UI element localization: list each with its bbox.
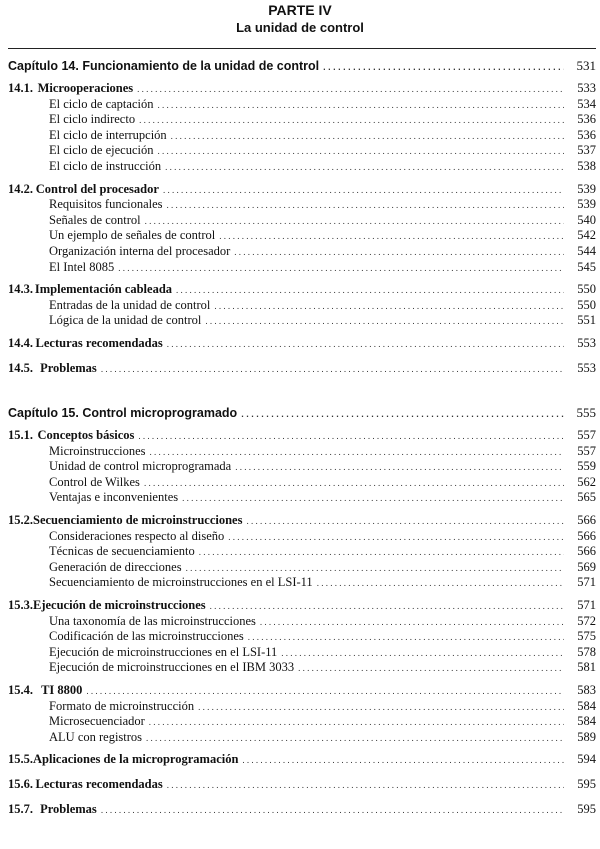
leader-dots [138,427,564,444]
entry-title: Ventajas e inconvenientes [49,490,179,505]
leader-dots [150,443,564,460]
entry-title: Microsecuenciador [49,714,145,729]
entry-title: Unidad de control microprogramada [49,459,232,474]
leader-dots [101,360,564,377]
section-number: 15.2. [8,513,33,527]
leader-dots [242,751,564,768]
entry-title: Control del procesador [35,181,159,196]
entry-title: Generación de direcciones [49,559,182,574]
entry-title: Control de Wilkes [49,474,140,489]
leader-dots [157,96,564,113]
entry-title: TI 8800 [41,683,83,697]
subsection-row[interactable] [49,212,596,228]
subsection-row[interactable] [49,528,596,544]
page-number: 551 [577,313,596,328]
entry-title: Lecturas recomendadas [35,777,163,791]
page-number: 533 [577,81,596,95]
subsection-row[interactable] [49,543,596,559]
leader-dots [149,713,564,730]
leader-dots [248,628,564,645]
section-row[interactable] [8,335,596,351]
leader-dots [118,259,564,276]
page-number: 589 [577,729,596,744]
leader-dots [323,58,564,75]
header-rule [8,48,596,49]
entry-title: Implementación cableada [34,282,173,297]
section-number: 14.5. [8,360,33,375]
section-number: 14.3. [8,282,33,297]
section-row[interactable] [8,427,596,443]
leader-dots [86,682,564,699]
entry-title: Consideraciones respecto al diseño [49,528,225,543]
page-number: 594 [577,752,596,767]
subsection-row[interactable] [49,659,596,675]
page-number: 531 [576,58,596,73]
section-row[interactable] [8,751,596,767]
subsection-row[interactable] [49,559,596,575]
entry-title: Ejecución de microinstrucciones [33,598,206,612]
page-number: 550 [577,282,596,297]
page-number: 584 [577,714,596,729]
leader-dots [171,127,564,144]
page-number: 575 [577,629,596,644]
page-number: 555 [576,405,596,420]
subsection-row[interactable] [49,443,596,459]
entry-title: ALU con registros [49,729,143,744]
entry-title: Requisitos funcionales [49,197,163,212]
section-row[interactable] [8,682,596,698]
section-row[interactable] [8,801,596,817]
section-number: 15.7. [8,801,33,816]
page-number: 578 [577,644,596,659]
page-number: 539 [577,197,596,212]
section-row[interactable] [8,181,596,197]
entry-title: El Intel 8085 [49,259,115,274]
subsection-row[interactable] [49,111,596,127]
page-number: 537 [577,143,596,158]
section-row[interactable] [8,360,596,376]
page-number: 559 [577,459,596,474]
leader-dots [101,801,564,818]
subsection-row[interactable] [49,127,596,143]
page-number: 534 [577,96,596,111]
entry-title: Problemas [40,360,97,375]
entry-title: Secuenciamiento de microinstrucciones en el LSI-11 [49,575,313,590]
entry-title: El ciclo indirecto [49,112,136,127]
leader-dots [167,196,564,213]
section-row[interactable] [8,776,596,792]
leader-dots [219,227,564,244]
leader-dots [214,297,564,314]
leader-dots [186,559,564,576]
subsection-row[interactable] [49,297,596,313]
page-number: 540 [577,212,596,227]
leader-dots [260,613,564,630]
page-number: 536 [577,127,596,142]
leader-dots [281,644,564,661]
page-number: 569 [577,559,596,574]
page-number: 595 [577,777,596,791]
entry-title: Un ejemplo de señales de control [49,228,216,243]
page-number: 544 [577,244,596,258]
page-number: 557 [577,443,596,458]
chapter-row[interactable] [8,405,596,421]
leader-dots [182,489,564,506]
page-number: 566 [577,528,596,543]
page-number: 572 [577,613,596,628]
entry-title: Problemas [40,801,97,816]
section-number: 14.1. [8,81,33,95]
entry-title: Entradas de la unidad de control [49,297,211,312]
leader-dots [167,776,564,793]
section-row[interactable] [8,80,596,96]
page-number: 584 [577,698,596,713]
leader-dots [228,528,564,545]
entry-title: Microoperaciones [37,81,134,95]
leader-dots [145,212,564,229]
entry-title: Una taxonomía de las microinstrucciones [49,613,256,628]
entry-title: Lecturas recomendadas [35,336,163,350]
leader-dots [199,543,564,560]
leader-dots [317,574,564,591]
section-number: 14.2. [8,181,33,196]
leader-dots [163,181,564,198]
subsection-row[interactable] [49,227,596,243]
part-title: PARTE IV [268,2,332,18]
leader-dots [144,474,564,491]
leader-dots [176,281,564,298]
subsection-row[interactable] [49,613,596,629]
page-number: 542 [577,228,596,243]
leader-dots [157,142,564,159]
entry-title: Microinstrucciones [49,443,146,458]
subsection-row[interactable] [49,259,596,275]
entry-title: Capítulo 15. Control microprogramado [8,406,238,420]
entry-title: El ciclo de ejecución [49,143,154,158]
entry-title: Lógica de la unidad de control [49,313,202,328]
subsection-row[interactable] [49,698,596,714]
section-row[interactable] [8,281,596,297]
subsection-row[interactable] [49,574,596,590]
entry-title: Aplicaciones de la microprogramación [33,752,239,767]
subsection-row[interactable] [49,196,596,212]
section-number: 15.3. [8,598,33,612]
subsection-row[interactable] [49,474,596,490]
entry-title: Señales de control [49,212,141,227]
leader-dots [205,312,564,329]
subsection-row[interactable] [49,96,596,112]
page-number: 539 [577,181,596,196]
section-row[interactable] [8,597,596,613]
page-number: 583 [577,683,596,697]
entry-title: Codificación de las microinstrucciones [49,629,244,644]
page-number: 595 [577,801,596,816]
subsection-row[interactable] [49,458,596,474]
page-number: 550 [577,297,596,312]
page-number: 571 [577,575,596,590]
leader-dots [210,597,564,614]
entry-title: Capítulo 14. Funcionamiento de la unidad de control [8,59,320,73]
section-number: 14.4. [8,336,33,350]
section-number: 15.1. [8,428,33,442]
subsection-row[interactable] [49,713,596,729]
subsection-row[interactable] [49,158,596,174]
leader-dots [137,80,564,97]
leader-dots [298,659,564,676]
entry-title: Formato de microinstrucción [49,698,195,713]
subsection-row[interactable] [49,729,596,745]
page-number: 553 [577,360,596,375]
page-number: 557 [577,428,596,442]
subsection-row[interactable] [49,142,596,158]
page-number: 565 [577,490,596,505]
entry-title: El ciclo de captación [49,96,154,111]
page-number: 566 [577,513,596,527]
page-number: 566 [577,544,596,559]
leader-dots [165,158,564,175]
part-subtitle: La unidad de control [236,20,364,35]
page-number: 538 [577,159,596,173]
page-number: 553 [577,336,596,350]
section-row[interactable] [8,512,596,528]
leader-dots [167,335,564,352]
entry-title: Técnicas de secuenciamiento [49,544,195,559]
section-number: 15.6. [8,777,33,791]
page-number: 581 [577,660,596,675]
subsection-row[interactable] [49,628,596,644]
entry-title: Secuenciamiento de microinstrucciones [33,513,243,527]
entry-title: El ciclo de interrupción [49,127,167,142]
leader-dots [198,698,564,715]
page-number: 545 [577,259,596,274]
leader-dots [146,729,564,746]
entry-title: El ciclo de instrucción [49,159,162,173]
leader-dots [246,512,564,529]
section-number: 15.5. [8,752,33,767]
subsection-row[interactable] [49,489,596,505]
entry-title: Organización interna del procesador [49,244,231,258]
page-number: 571 [577,598,596,612]
leader-dots [241,405,564,422]
entry-title: Ejecución de microinstrucciones en el IBM 3033 [49,660,295,675]
page-number: 562 [577,474,596,489]
section-number: 15.4. [8,683,33,697]
entry-title: Conceptos básicos [37,428,135,442]
subsection-row[interactable] [49,312,596,328]
leader-dots [139,111,564,128]
chapter-row[interactable] [8,58,596,74]
leader-dots [234,243,564,260]
subsection-row[interactable] [49,243,596,259]
entry-title: Ejecución de microinstrucciones en el LSI-11 [49,644,278,659]
page-number: 536 [577,112,596,127]
subsection-row[interactable] [49,644,596,660]
leader-dots [235,458,564,475]
